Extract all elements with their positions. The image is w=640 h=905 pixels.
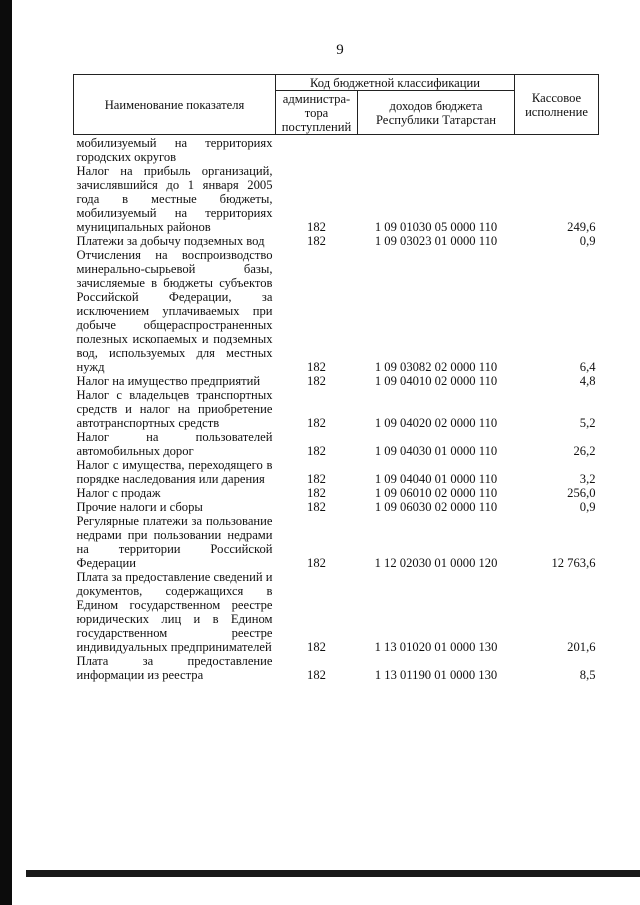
- classification-code: 1 12 02030 01 0000 120: [374, 556, 498, 570]
- header-admin-line-1: администра-: [282, 91, 351, 106]
- cash-amount: [515, 135, 599, 165]
- admin-code: 182: [307, 472, 326, 486]
- indicator-name: Налог с продаж: [76, 486, 161, 500]
- admin-code: 182: [307, 360, 326, 374]
- cash-amount: 8,5: [579, 668, 596, 682]
- admin-code: 182: [307, 444, 326, 458]
- classification-code: 1 09 01030 05 0000 110: [374, 220, 498, 234]
- header-income-code: [358, 91, 515, 135]
- scan-edge-left: [0, 0, 12, 905]
- admin-code: 182: [307, 486, 326, 500]
- classification-code: 1 09 04010 02 0000 110: [374, 374, 498, 388]
- admin-code: 182: [307, 374, 326, 388]
- table-row: [74, 654, 599, 682]
- admin-code: 182: [307, 640, 326, 654]
- classification-code: [358, 135, 515, 165]
- cash-amount: 249,6: [567, 220, 596, 234]
- admin-code: 182: [307, 500, 326, 514]
- classification-code: 1 09 06030 02 0000 110: [374, 500, 498, 514]
- table-row: [74, 164, 599, 234]
- indicator-name: Плата за предоставление информации из реестра: [76, 654, 273, 682]
- cash-amount: 12 763,6: [551, 556, 596, 570]
- cash-amount: 6,4: [579, 360, 596, 374]
- cash-amount: 26,2: [573, 444, 596, 458]
- table-row: [74, 135, 599, 165]
- classification-code: 1 09 04040 01 0000 110: [374, 472, 498, 486]
- scan-edge-bottom: [26, 870, 640, 877]
- indicator-name: Отчисления на воспроизводство минерально-сырьевой базы, зачисляемые в бюджеты субъектов Российской Федерации, за исключением уплачиваемых при добыче общераспространенных полезных ископаемых и подземных вод, используемых для местных нужд: [76, 248, 273, 374]
- table-row: [74, 430, 599, 458]
- classification-code: 1 09 03023 01 0000 110: [374, 234, 498, 248]
- header-income-line-2: Республики Татарстан: [375, 112, 497, 127]
- indicator-name: Налог на пользователей автомобильных дорог: [76, 430, 273, 458]
- classification-code: 1 13 01020 01 0000 130: [374, 640, 498, 654]
- budget-revenue-table: [73, 74, 599, 682]
- cash-amount: 0,9: [579, 234, 596, 248]
- table-row: [74, 234, 599, 248]
- table-row: [74, 248, 599, 374]
- cash-amount: 0,9: [579, 500, 596, 514]
- header-cash-line-1: Кассовое: [531, 90, 582, 105]
- indicator-name: Налог на прибыль организаций, зачислявшийся до 1 января 2005 года в местные бюджеты, мобилизуемый на территориях муниципальных районов: [76, 164, 273, 234]
- header-indicator-name: Наименование показателя: [74, 75, 276, 135]
- header-admin-line-3: поступлений: [281, 119, 352, 134]
- admin-code: 182: [307, 556, 326, 570]
- cash-amount: 4,8: [579, 374, 596, 388]
- classification-code: 1 09 04030 01 0000 110: [374, 444, 498, 458]
- admin-code: [276, 135, 358, 165]
- header-admin-line-2: тора: [304, 105, 329, 120]
- admin-code: 182: [307, 416, 326, 430]
- cash-amount: 201,6: [567, 640, 596, 654]
- indicator-name: Регулярные платежи за пользование недрами при пользовании недрами на территории Российской Федерации: [76, 514, 273, 570]
- page-number: 9: [336, 42, 344, 58]
- indicator-name: Налог с имущества, переходящего в порядке наследования или дарения: [76, 458, 273, 486]
- header-cash-line-2: исполнение: [525, 104, 588, 119]
- admin-code: 182: [307, 220, 326, 234]
- cash-amount: 5,2: [579, 416, 596, 430]
- table-row: [74, 388, 599, 430]
- classification-code: 1 13 01190 01 0000 130: [374, 668, 498, 682]
- table-row: [74, 374, 599, 388]
- indicator-name: Налог на имущество предприятий: [76, 374, 261, 388]
- table-row: [74, 458, 599, 486]
- classification-code: 1 09 06010 02 0000 110: [374, 486, 498, 500]
- admin-code: 182: [307, 668, 326, 682]
- header-income-line-1: доходов бюджета: [389, 98, 483, 113]
- indicator-name: Плата за предоставление сведений и документов, содержащихся в Едином государственном реестре юридических лиц и в Едином государственном реестре индивидуальных предпринимателей: [76, 570, 273, 654]
- table-row: [74, 500, 599, 514]
- header-cash-execution: [515, 75, 599, 135]
- indicator-name: мобилизуемый на территориях городских округов: [76, 136, 273, 164]
- table-row: [74, 570, 599, 654]
- classification-code: 1 09 04020 02 0000 110: [374, 416, 498, 430]
- table-row: [74, 486, 599, 500]
- header-budget-classification: Код бюджетной классификации: [276, 75, 515, 91]
- classification-code: 1 09 03082 02 0000 110: [374, 360, 498, 374]
- cash-amount: 3,2: [579, 472, 596, 486]
- cash-amount: 256,0: [567, 486, 596, 500]
- indicator-name: Прочие налоги и сборы: [76, 500, 203, 514]
- admin-code: 182: [307, 234, 326, 248]
- header-administrator: [276, 91, 358, 135]
- indicator-name: Налог с владельцев транспортных средств и налог на приобретение автотранспортных средств: [76, 388, 273, 430]
- indicator-name: Платежи за добычу подземных вод: [76, 234, 265, 248]
- table-row: [74, 514, 599, 570]
